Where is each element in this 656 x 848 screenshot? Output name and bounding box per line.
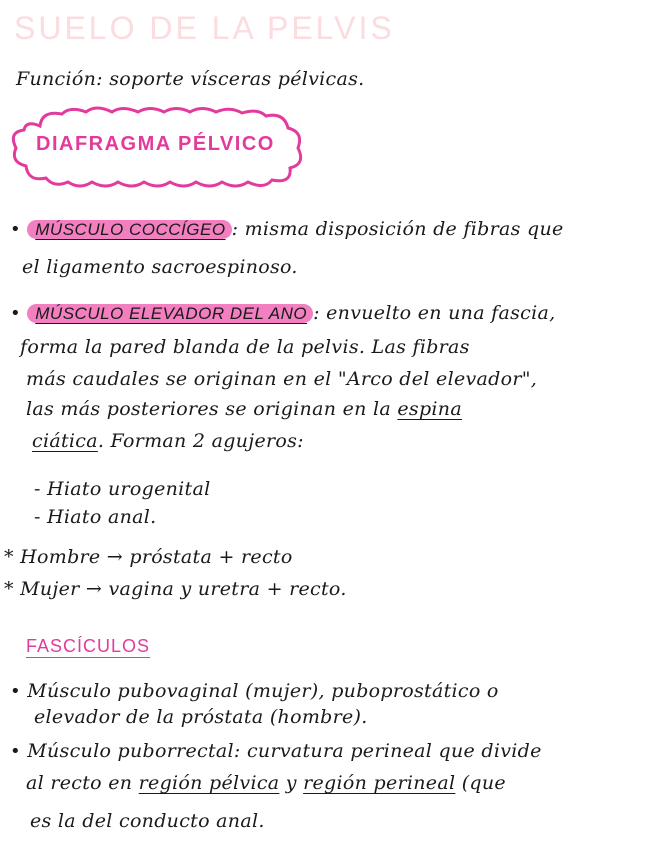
fasc1-text1: Músculo pubovaginal (mujer), puboprostático o <box>27 680 499 702</box>
fasciculos-heading: FASCÍCULOS <box>26 636 151 656</box>
fasc2-line2a: al recto en <box>26 772 139 794</box>
elevador-line3: más caudales se originan en el "Arco del elevador", <box>26 368 538 390</box>
fasc2-line2 <box>26 772 506 794</box>
elevador-line2: forma la pared blanda de la pelvis. Las fibras <box>20 336 470 358</box>
elevador-line4a: las más posteriores se originan en la <box>26 398 398 420</box>
page-title: SUELO DE LA PELVIS <box>14 10 395 46</box>
fasc2-line2c: y <box>279 772 304 794</box>
hiato-urogenital: - Hiato urogenital <box>34 478 211 500</box>
fasc1-line2: elevador de la próstata (hombre). <box>34 706 368 728</box>
coccigeo-line1 <box>10 218 564 240</box>
mujer-line: * Mujer → vagina y uretra + recto. <box>4 578 347 600</box>
elevador-line4 <box>26 398 462 420</box>
fasc2-text1: Músculo puborrectal: curvatura perineal que divide <box>27 740 542 762</box>
function-text: Función: soporte vísceras pélvicas. <box>16 68 365 90</box>
coccigeo-line2: el ligamento sacroespinoso. <box>22 256 298 278</box>
fasc2-line1 <box>10 740 542 762</box>
region-perineal-underlined: región perineal <box>303 772 456 794</box>
bullet-dot: • <box>10 681 21 702</box>
coccigeo-term: MÚSCULO COCCÍGEO <box>27 220 231 239</box>
fasc2-line2e: (que <box>455 772 506 794</box>
cloud-label: DIAFRAGMA PÉLVICO <box>36 133 275 155</box>
bullet-dot: • <box>10 303 21 324</box>
bullet-dot: • <box>10 741 21 762</box>
fasc2-line3: es la del conducto anal. <box>30 810 265 832</box>
elevador-line5 <box>32 430 304 452</box>
elevador-text1: : envuelto en una fascia, <box>313 302 556 324</box>
elevador-term: MÚSCULO ELEVADOR DEL ANO <box>27 304 313 323</box>
elevador-line1 <box>10 302 555 324</box>
fasc1-line1 <box>10 680 499 702</box>
hombre-line: * Hombre → próstata + recto <box>4 546 293 568</box>
ciatica-underlined: ciática <box>32 430 98 452</box>
coccigeo-text1: : misma disposición de fibras que <box>231 218 564 240</box>
bullet-dot: • <box>10 219 21 240</box>
elevador-line5b: . Forman 2 agujeros: <box>97 430 304 452</box>
hiato-anal: - Hiato anal. <box>34 506 157 528</box>
espina-underlined: espina <box>397 398 462 420</box>
region-pelvica-underlined: región pélvica <box>138 772 280 794</box>
